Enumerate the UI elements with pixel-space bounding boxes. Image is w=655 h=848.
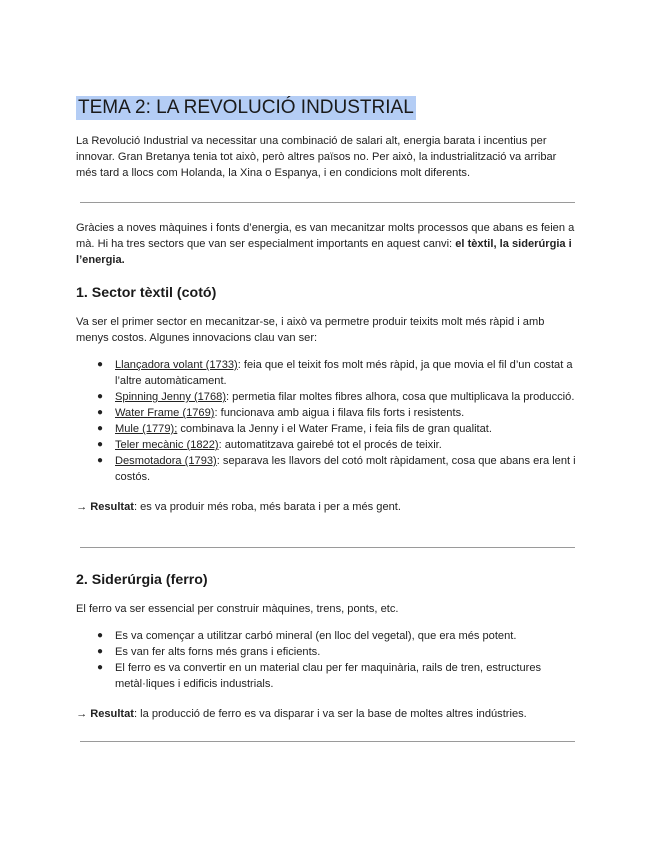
result-label: Resultat: [90, 708, 134, 720]
bullet-icon: ●: [97, 359, 104, 370]
list-item: [76, 453, 579, 485]
page-title: TEMA 2: LA REVOLUCIÓ INDUSTRIAL: [78, 97, 414, 118]
list-item-text: Es va començar a utilitzar carbó mineral (en lloc del vegetal), que era més potent.: [115, 630, 517, 642]
innovation-name: Water Frame (1769): [115, 407, 215, 419]
section-iron-intro: El ferro va ser essencial per construir màquines, trens, ponts, etc.: [76, 603, 399, 615]
bullet-icon: ●: [97, 439, 104, 450]
textile-result: [76, 499, 579, 515]
bullet-icon: ●: [97, 630, 104, 641]
sectors-paragraph: [76, 220, 579, 268]
sectors-paragraph-block: [76, 220, 579, 268]
innovation-name: Desmotadora (1793): [115, 455, 217, 467]
list-item: [76, 644, 579, 660]
sectors-text: Gràcies a noves màquines i fonts d’energia, es van mecanitzar molts processos que abans es feien a mà. Hi ha tres sectors que van ser especialment importants en aquest canvi:: [76, 222, 575, 250]
bullet-icon: ●: [97, 407, 104, 418]
innovation-name: Llançadora volant (1733): [115, 359, 238, 371]
section-textile-heading: 1. Sector tèxtil (cotó): [76, 285, 217, 301]
iron-points-list: [76, 628, 579, 692]
list-item: [76, 357, 579, 389]
innovation-desc: combinava la Jenny i el Water Frame, i feia fils de gran qualitat.: [177, 423, 492, 435]
list-item: [76, 437, 579, 453]
list-item: [76, 389, 579, 405]
arrow-icon: →: [76, 501, 91, 513]
bullet-icon: ●: [97, 391, 104, 402]
innovation-name: Teler mecànic (1822): [115, 439, 219, 451]
innovation-desc: : feia que el teixit fos molt més ràpid, ja que movia el fil d’un costat a l’altre automàticament.: [115, 359, 573, 387]
list-item: [76, 628, 579, 644]
header-block: [76, 96, 579, 181]
innovation-desc: : separava les llavors del cotó molt ràpidament, cosa que abans era lent i costós.: [115, 455, 576, 483]
innovation-desc: : permetia filar moltes fibres alhora, cosa que multiplicava la producció.: [226, 391, 575, 403]
bullet-icon: ●: [97, 662, 104, 673]
divider-2: [80, 547, 575, 548]
result-text: : es va produir més roba, més barata i per a més gent.: [133, 501, 401, 513]
innovation-name: Mule (1779);: [115, 423, 178, 435]
sectors-bold: el tèxtil, la siderúrgia i l’energia.: [76, 238, 572, 266]
bullet-icon: ●: [97, 423, 104, 434]
result-text: : la producció de ferro es va disparar i va ser la base de moltes altres indústries.: [133, 708, 527, 720]
section-textile: [76, 284, 579, 515]
innovation-name: Spinning Jenny (1768): [115, 391, 227, 403]
list-item-text: Es van fer alts forns més grans i eficients.: [115, 646, 321, 658]
list-item-text: El ferro es va convertir en un material clau per fer maquinària, rails de tren, estructures metàl·liques i edificis industrials.: [115, 662, 542, 690]
divider-1: [80, 202, 575, 203]
divider-3: [80, 741, 575, 742]
list-item: [76, 405, 579, 421]
iron-result: [76, 706, 579, 722]
result-label: Resultat: [90, 501, 134, 513]
innovation-desc: : automatitzava gairebé tot el procés de teixir.: [218, 439, 442, 451]
list-item: [76, 660, 579, 692]
arrow-icon: →: [76, 708, 91, 720]
section-textile-intro: Va ser el primer sector en mecanitzar-se, i això va permetre produir teixits molt més ràpid i amb menys costos. Algunes innovacions clau van ser:: [76, 316, 545, 344]
intro-paragraph: La Revolució Industrial va necessitar una combinació de salari alt, energia barata i incentius per innovar. Gran Bretanya tenia tot això, però altres països no. Per això, la industrialització va arribar més tard a llocs com Holanda, la Xina o Espanya, i en condicions molt diferents.: [76, 135, 557, 179]
textile-innovations-list: [76, 357, 579, 485]
section-iron-heading: 2. Siderúrgia (ferro): [76, 572, 208, 588]
section-iron: [76, 571, 579, 722]
list-item: [76, 421, 579, 437]
innovation-desc: : funcionava amb aigua i filava fils forts i resistents.: [214, 407, 465, 419]
bullet-icon: ●: [97, 646, 104, 657]
bullet-icon: ●: [97, 455, 104, 466]
